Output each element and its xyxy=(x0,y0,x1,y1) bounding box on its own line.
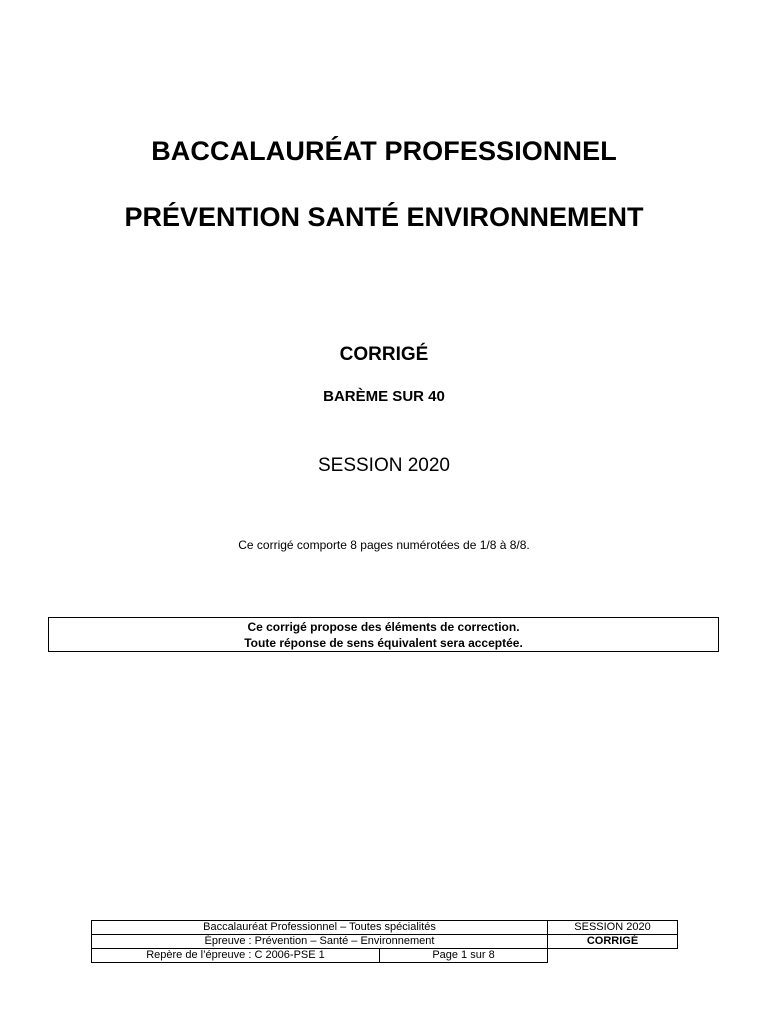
document-title: BACCALAURÉAT PROFESSIONNEL xyxy=(151,136,617,166)
notice-line-2: Toute réponse de sens équivalent sera acceptée. xyxy=(244,636,523,650)
footer-table xyxy=(91,920,678,963)
footer-empty-cell xyxy=(548,949,678,963)
footer-row-repere xyxy=(92,949,678,963)
footer-row-exam xyxy=(92,921,678,935)
footer-repere: Repère de l’épreuve : C 2006-PSE 1 xyxy=(92,949,380,963)
bareme-label: BARÈME SUR 40 xyxy=(323,388,445,405)
footer-epreuve: Épreuve : Prévention – Santé – Environnement xyxy=(92,935,548,949)
pages-note: Ce corrigé comporte 8 pages numérotées de 1/8 à 8/8. xyxy=(238,538,530,552)
footer-status: CORRIGÉ xyxy=(548,935,678,949)
footer-exam: Baccalauréat Professionnel – Toutes spécialités xyxy=(92,921,548,935)
corrige-label: CORRIGÉ xyxy=(339,344,429,365)
footer-session: SESSION 2020 xyxy=(548,921,678,935)
footer-page: Page 1 sur 8 xyxy=(380,949,548,963)
notice-line-1: Ce corrigé propose des éléments de correction. xyxy=(247,620,520,634)
notice-box xyxy=(48,617,719,652)
session-label: SESSION 2020 xyxy=(317,455,451,476)
footer-row-epreuve xyxy=(92,935,678,949)
document-subtitle: PRÉVENTION SANTÉ ENVIRONNEMENT xyxy=(124,202,644,232)
